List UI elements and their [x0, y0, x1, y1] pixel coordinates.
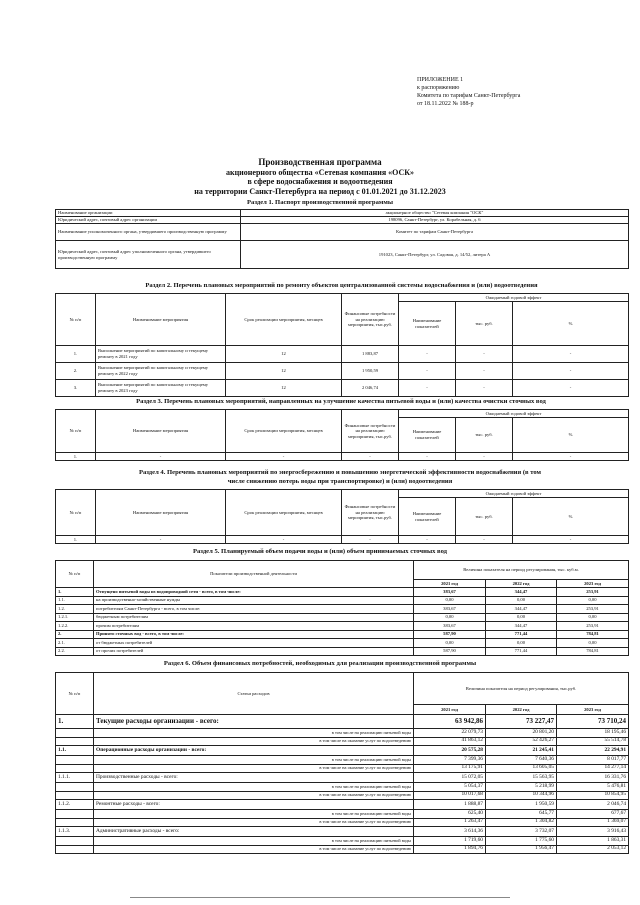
cell-value: 587,90: [414, 647, 486, 656]
cell-name: на производственно-хозяйственные нужды: [94, 596, 414, 605]
cell-value: 41 863,12: [414, 737, 486, 746]
table-row: [56, 783, 629, 792]
cell-value: 21 245,41: [486, 746, 557, 756]
cell-name: в том числе на реализацию питьевой воды: [94, 756, 414, 765]
header-finance: Финансовые потребности на реализацию мероприятия, тыс.руб.: [342, 490, 399, 536]
cell-value: 0,00: [557, 613, 629, 622]
header-effect: Ожидаемый годовой эффект: [399, 294, 629, 302]
cell-num: 2.1.: [56, 639, 94, 648]
cell-num: 2.: [56, 630, 94, 639]
cell-value: 22 294,91: [557, 746, 629, 756]
cell-value: 20 801,20: [486, 729, 557, 738]
cell-value: 784,81: [557, 630, 629, 639]
header-percent: %: [513, 498, 629, 536]
cell-num: [56, 845, 94, 854]
cell-name: Выполнение мероприятий по капитальному и текущему ремонту в 2023 году: [96, 380, 226, 397]
cell-name: -: [96, 453, 226, 461]
cell-name: Текущие расходы организации - всего:: [94, 715, 414, 729]
cell-value: 677,67: [557, 810, 629, 819]
table-row: [56, 346, 629, 363]
cell-term: -: [226, 453, 342, 461]
header-term: Срок реализации мероприятия, месяцев: [226, 410, 342, 453]
table-row: [56, 453, 629, 461]
cell-value: 10 854,95: [557, 791, 629, 800]
cell-value: 15 563,95: [486, 773, 557, 783]
cell-name: в том числе на реализацию питьевой воды: [94, 837, 414, 846]
header-year: 2021 год: [414, 705, 486, 715]
cell-name: Операционные расходы организации - всего:: [94, 746, 414, 756]
section3-heading: Раздел 3. Перечень плановых мероприятий, направленных на улучшение качества питьевой воды и (или) качества очистки сточных вод: [136, 398, 546, 405]
cell-num: 1.1.: [56, 746, 94, 756]
table-row: [56, 613, 629, 622]
cell-name: в том числе на реализацию питьевой воды: [94, 729, 414, 738]
cell-value: 1 894,76: [414, 845, 486, 854]
title-line: акционерного общества «Сетевая компания «ОСК»: [225, 167, 415, 177]
table-row: [56, 639, 629, 648]
cell-finance: 1 883,87: [342, 346, 399, 363]
cell-value: 10 017,68: [414, 791, 486, 800]
cell-num: [56, 737, 94, 746]
header-indicator: Наименование показателей: [399, 302, 456, 346]
table-row: [56, 773, 629, 783]
cell-num: 2.: [56, 363, 96, 380]
cell-value: 55 514,78: [557, 737, 629, 746]
cell-value: 0,00: [486, 596, 557, 605]
section1-table: [55, 209, 629, 269]
cell-finance: 2 046,74: [342, 380, 399, 397]
cell-thousand: -: [456, 453, 513, 461]
cell-indicator: -: [399, 363, 456, 380]
cell-num: [56, 791, 94, 800]
cell-value: 0,00: [414, 596, 486, 605]
cell-finance: -: [342, 536, 399, 544]
cell-value: 7 640,36: [486, 756, 557, 765]
header-year: 2023 год: [557, 580, 629, 588]
table-row: [56, 622, 629, 631]
header-percent: %: [513, 418, 629, 453]
header-indicators: Показатели производственной деятельности: [94, 561, 414, 588]
cell-name: Принято сточных вод - всего, в том числе:: [94, 630, 414, 639]
section2-table: [55, 293, 629, 397]
cell-num: [56, 783, 94, 792]
table-row: [56, 756, 629, 765]
passport-value: 198096, Санкт-Петербург, ул. Корабельная, д. 6: [241, 217, 629, 224]
cell-value: 5 476,81: [557, 783, 629, 792]
cell-num: 1.: [56, 536, 96, 544]
cell-num: 1.: [56, 346, 96, 363]
cell-num: 1.: [56, 588, 94, 597]
cell-thousand: -: [456, 346, 513, 363]
cell-value: 18 195,46: [557, 729, 629, 738]
cell-num: 1.2.: [56, 605, 94, 614]
cell-percent: -: [513, 380, 629, 397]
header-indicator: Наименование показателей: [399, 498, 456, 536]
table-row: [56, 210, 629, 217]
cell-num: 2.2.: [56, 647, 94, 656]
cell-value: 771,44: [486, 630, 557, 639]
cell-value: 7 399,36: [414, 756, 486, 765]
cell-name: в том числе на оказание услуг по водоотведению: [94, 818, 414, 827]
cell-value: 15 072,05: [414, 773, 486, 783]
cell-value: 0,00: [557, 639, 629, 648]
cell-term: -: [226, 536, 342, 544]
cell-value: 2 046,74: [557, 800, 629, 810]
section5-table: [55, 560, 629, 656]
header-value: Величина показателя на период регулирования, тыс. куб.м.: [414, 561, 629, 580]
header-year: 2022 год: [486, 580, 557, 588]
cell-num: 1.1.: [56, 596, 94, 605]
cell-value: 14 277,14: [557, 764, 629, 773]
table-row: [56, 224, 629, 241]
section6-heading: Раздел 6. Объем финансовых потребностей, необходимых для реализации производственной программы: [163, 660, 477, 667]
cell-indicator: -: [399, 380, 456, 397]
cell-value: 383,67: [414, 622, 486, 631]
cell-value: 13 605,05: [486, 764, 557, 773]
cell-num: 1.2.2.: [56, 622, 94, 631]
cell-name: Ремонтные расходы - всего:: [94, 800, 414, 810]
cell-value: 1 304,82: [486, 818, 557, 827]
section5-heading: Раздел 5. Планируемый объем подачи воды и (или) объем принимаемых сточных вод: [192, 548, 448, 555]
cell-percent: -: [513, 536, 629, 544]
cell-value: 5 218,99: [486, 783, 557, 792]
cell-value: 63 942,86: [414, 715, 486, 729]
passport-label: Наименование уполномоченного органа, утвердившего производственную программу: [56, 224, 241, 241]
cell-name: прочим потребителям: [94, 622, 414, 631]
header-thousand: тыс. руб.: [456, 418, 513, 453]
cell-name: в том числе на оказание услуг по водоотведению: [94, 845, 414, 854]
cell-value: 383,67: [414, 588, 486, 597]
cell-term: 12: [226, 346, 342, 363]
cell-name: в том числе на оказание услуг по водоотведению: [94, 764, 414, 773]
cell-value: 383,67: [414, 605, 486, 614]
cell-name: потребителям Санкт-Петербурга - всего, в том числе:: [94, 605, 414, 614]
cell-value: 16 331,76: [557, 773, 629, 783]
passport-value: 191023, Санкт-Петербург, ул. Садовая, д. 14/52, литера А: [241, 241, 629, 269]
cell-value: 1 775,60: [486, 837, 557, 846]
section3-table: [55, 409, 629, 461]
appendix-block: [417, 76, 520, 108]
header-year: 2022 год: [486, 705, 557, 715]
table-row: [56, 729, 629, 738]
cell-value: 22 079,73: [414, 729, 486, 738]
header-num: № п/п: [56, 410, 96, 453]
table-row: [56, 800, 629, 810]
header-term: Срок реализации мероприятия, месяцев: [226, 490, 342, 536]
cell-value: 52 426,27: [486, 737, 557, 746]
table-row: [56, 818, 629, 827]
cell-num: 1.: [56, 453, 96, 461]
table-row: [56, 737, 629, 746]
cell-num: [56, 729, 94, 738]
table-row: [56, 596, 629, 605]
table-row: [56, 380, 629, 397]
cell-value: 73 710,24: [557, 715, 629, 729]
table-row: [56, 241, 629, 269]
cell-value: 1 863,31: [557, 837, 629, 846]
cell-term: 12: [226, 363, 342, 380]
cell-num: 1.2.1.: [56, 613, 94, 622]
cell-finance: 1 950,59: [342, 363, 399, 380]
cell-name: Административные расходы - всего:: [94, 827, 414, 837]
header-thousand: тыс. руб.: [456, 498, 513, 536]
table-row: [56, 715, 629, 729]
section4-heading-line2: числе снижению потерь воды при транспортировке) и (или) водоотведения: [227, 478, 453, 485]
passport-label: Юридический адрес, почтовый адрес уполномоченного органа, утвердившего производственную программу: [56, 241, 241, 269]
cell-value: 253,91: [557, 622, 629, 631]
cell-num: 3.: [56, 380, 96, 397]
cell-value: 1 888,87: [414, 800, 486, 810]
cell-name: -: [96, 536, 226, 544]
cell-percent: -: [513, 346, 629, 363]
cell-percent: -: [513, 363, 629, 380]
header-value: Величина показателя на период регулирования, тыс.руб.: [414, 673, 629, 705]
cell-name: Производственные расходы - всего:: [94, 773, 414, 783]
passport-value: акционерное общество "Сетевая компания "ОСК": [241, 210, 629, 217]
cell-num: [56, 810, 94, 819]
table-row: [56, 647, 629, 656]
table-row: [56, 810, 629, 819]
cell-value: 253,91: [557, 588, 629, 597]
table-row: [56, 630, 629, 639]
cell-num: 1.: [56, 715, 94, 729]
header-finance: Финансовые потребности на реализацию мероприятия, тыс.руб.: [342, 410, 399, 453]
cell-value: 1 263,47: [414, 818, 486, 827]
cell-value: 0,00: [557, 596, 629, 605]
document-title: [0, 158, 640, 196]
table-row: [56, 588, 629, 597]
cell-value: 645,77: [486, 810, 557, 819]
header-indicator: Наименование показателей: [399, 418, 456, 453]
cell-num: [56, 764, 94, 773]
appendix-line: к распоряжению: [417, 85, 460, 91]
cell-name: Выполнение мероприятий по капитальному и текущему ремонту в 2021 году: [96, 346, 226, 363]
cell-percent: -: [513, 453, 629, 461]
passport-label: Наименование организации: [56, 210, 241, 217]
header-num: № п/п: [56, 561, 94, 588]
section4-table: [55, 489, 629, 544]
cell-name: от прочих потребителей: [94, 647, 414, 656]
table-row: [56, 764, 629, 773]
cell-name: в том числе на реализацию питьевой воды: [94, 783, 414, 792]
header-percent: %: [513, 302, 629, 346]
cell-num: [56, 756, 94, 765]
cell-name: в том числе на оказание услуг по водоотведению: [94, 737, 414, 746]
cell-name: Отпущено питьевой воды из водопроводной сети - всего, в том числе:: [94, 588, 414, 597]
cell-value: 10 344,96: [486, 791, 557, 800]
cell-num: 1.1.1.: [56, 773, 94, 783]
cell-finance: -: [342, 453, 399, 461]
cell-value: 771,44: [486, 647, 557, 656]
header-year: 2023 год: [557, 705, 629, 715]
cell-value: 3 614,36: [414, 827, 486, 837]
header-num: № п/п: [56, 490, 96, 536]
cell-value: 344,47: [486, 605, 557, 614]
passport-value: Комитет по тарифам Санкт-Петербурга: [241, 224, 629, 241]
cell-name: в том числе на оказание услуг по водоотведению: [94, 791, 414, 800]
header-num: № п/п: [56, 673, 94, 715]
passport-label: Юридический адрес, почтовый адрес организации: [56, 217, 241, 224]
table-row: [56, 845, 629, 854]
cell-value: 344,47: [486, 588, 557, 597]
header-name: Наименование мероприятия: [96, 410, 226, 453]
header-term: Срок реализации мероприятия, месяцев: [226, 294, 342, 346]
cell-thousand: -: [456, 363, 513, 380]
table-row: [56, 536, 629, 544]
table-row: [56, 837, 629, 846]
table-row: [56, 827, 629, 837]
cell-value: 13 175,91: [414, 764, 486, 773]
table-row: [56, 605, 629, 614]
cell-value: 1 719,60: [414, 837, 486, 846]
cell-value: 1 950,59: [486, 800, 557, 810]
cell-name: бюджетным потребителям: [94, 613, 414, 622]
header-articles: Статьи расходов: [94, 673, 414, 715]
cell-value: 344,47: [486, 622, 557, 631]
bottom-rule: [130, 897, 510, 898]
section6-table: [55, 672, 629, 854]
title-line: на территории Санкт-Петербурга на период с 01.01.2021 до 31.12.2023: [194, 186, 446, 196]
cell-num: [56, 837, 94, 846]
appendix-line: от 18.11.2022 № 188-р: [417, 101, 474, 107]
cell-num: 1.1.2.: [56, 800, 94, 810]
cell-value: 5 054,37: [414, 783, 486, 792]
cell-name: в том числе на реализацию питьевой воды: [94, 810, 414, 819]
header-name: Наименование мероприятия: [96, 294, 226, 346]
header-name: Наименование мероприятия: [96, 490, 226, 536]
header-effect: Ожидаемый годовой эффект: [399, 410, 629, 418]
header-thousand: тыс. руб.: [456, 302, 513, 346]
cell-indicator: -: [399, 346, 456, 363]
appendix-line: ПРИЛОЖЕНИЕ 1: [417, 77, 464, 83]
table-row: [56, 746, 629, 756]
header-finance: Финансовые потребности на реализацию мероприятия, тыс.руб.: [342, 294, 399, 346]
cell-value: 253,91: [557, 605, 629, 614]
section1-heading: Раздел 1. Паспорт производственной программы: [247, 199, 393, 206]
cell-value: 3 732,07: [486, 827, 557, 837]
cell-num: [56, 818, 94, 827]
cell-value: 784,81: [557, 647, 629, 656]
cell-value: 20 575,28: [414, 746, 486, 756]
cell-num: 1.1.3.: [56, 827, 94, 837]
cell-name: от бюджетных потребителей: [94, 639, 414, 648]
header-num: № п/п: [56, 294, 96, 346]
cell-value: 1 956,47: [486, 845, 557, 854]
title-line: Производственная программа: [258, 157, 382, 167]
table-row: [56, 217, 629, 224]
table-row: [56, 363, 629, 380]
cell-value: 2 053,12: [557, 845, 629, 854]
cell-value: 8 017,77: [557, 756, 629, 765]
cell-term: 12: [226, 380, 342, 397]
cell-value: 73 227,47: [486, 715, 557, 729]
section2-heading: Раздел 2. Перечень плановых мероприятий по ремонту объектов централизованной системы водоснабжения и (или) водоотведения: [145, 282, 538, 289]
cell-value: 625,40: [414, 810, 486, 819]
cell-indicator: -: [399, 536, 456, 544]
cell-value: 0,00: [486, 613, 557, 622]
cell-value: 0,00: [414, 613, 486, 622]
title-line: в сфере водоснабжения и водоотведения: [247, 177, 393, 186]
table-row: [56, 791, 629, 800]
cell-name: Выполнение мероприятий по капитальному и текущему ремонту в 2022 году: [96, 363, 226, 380]
cell-indicator: -: [399, 453, 456, 461]
cell-thousand: -: [456, 380, 513, 397]
cell-thousand: -: [456, 536, 513, 544]
header-year: 2021 год: [414, 580, 486, 588]
cell-value: 3 916,43: [557, 827, 629, 837]
cell-value: 0,00: [414, 639, 486, 648]
cell-value: 587,90: [414, 630, 486, 639]
appendix-line: Комитета по тарифам Санкт-Петербурга: [417, 93, 521, 99]
header-effect: Ожидаемый годовой эффект: [399, 490, 629, 498]
cell-value: 0,00: [486, 639, 557, 648]
section4-heading-line1: Раздел 4. Перечень плановых мероприятий по энергосбережению и повышению энергетической эффективности водоснабжения (в том: [138, 469, 542, 476]
cell-value: 1 369,07: [557, 818, 629, 827]
